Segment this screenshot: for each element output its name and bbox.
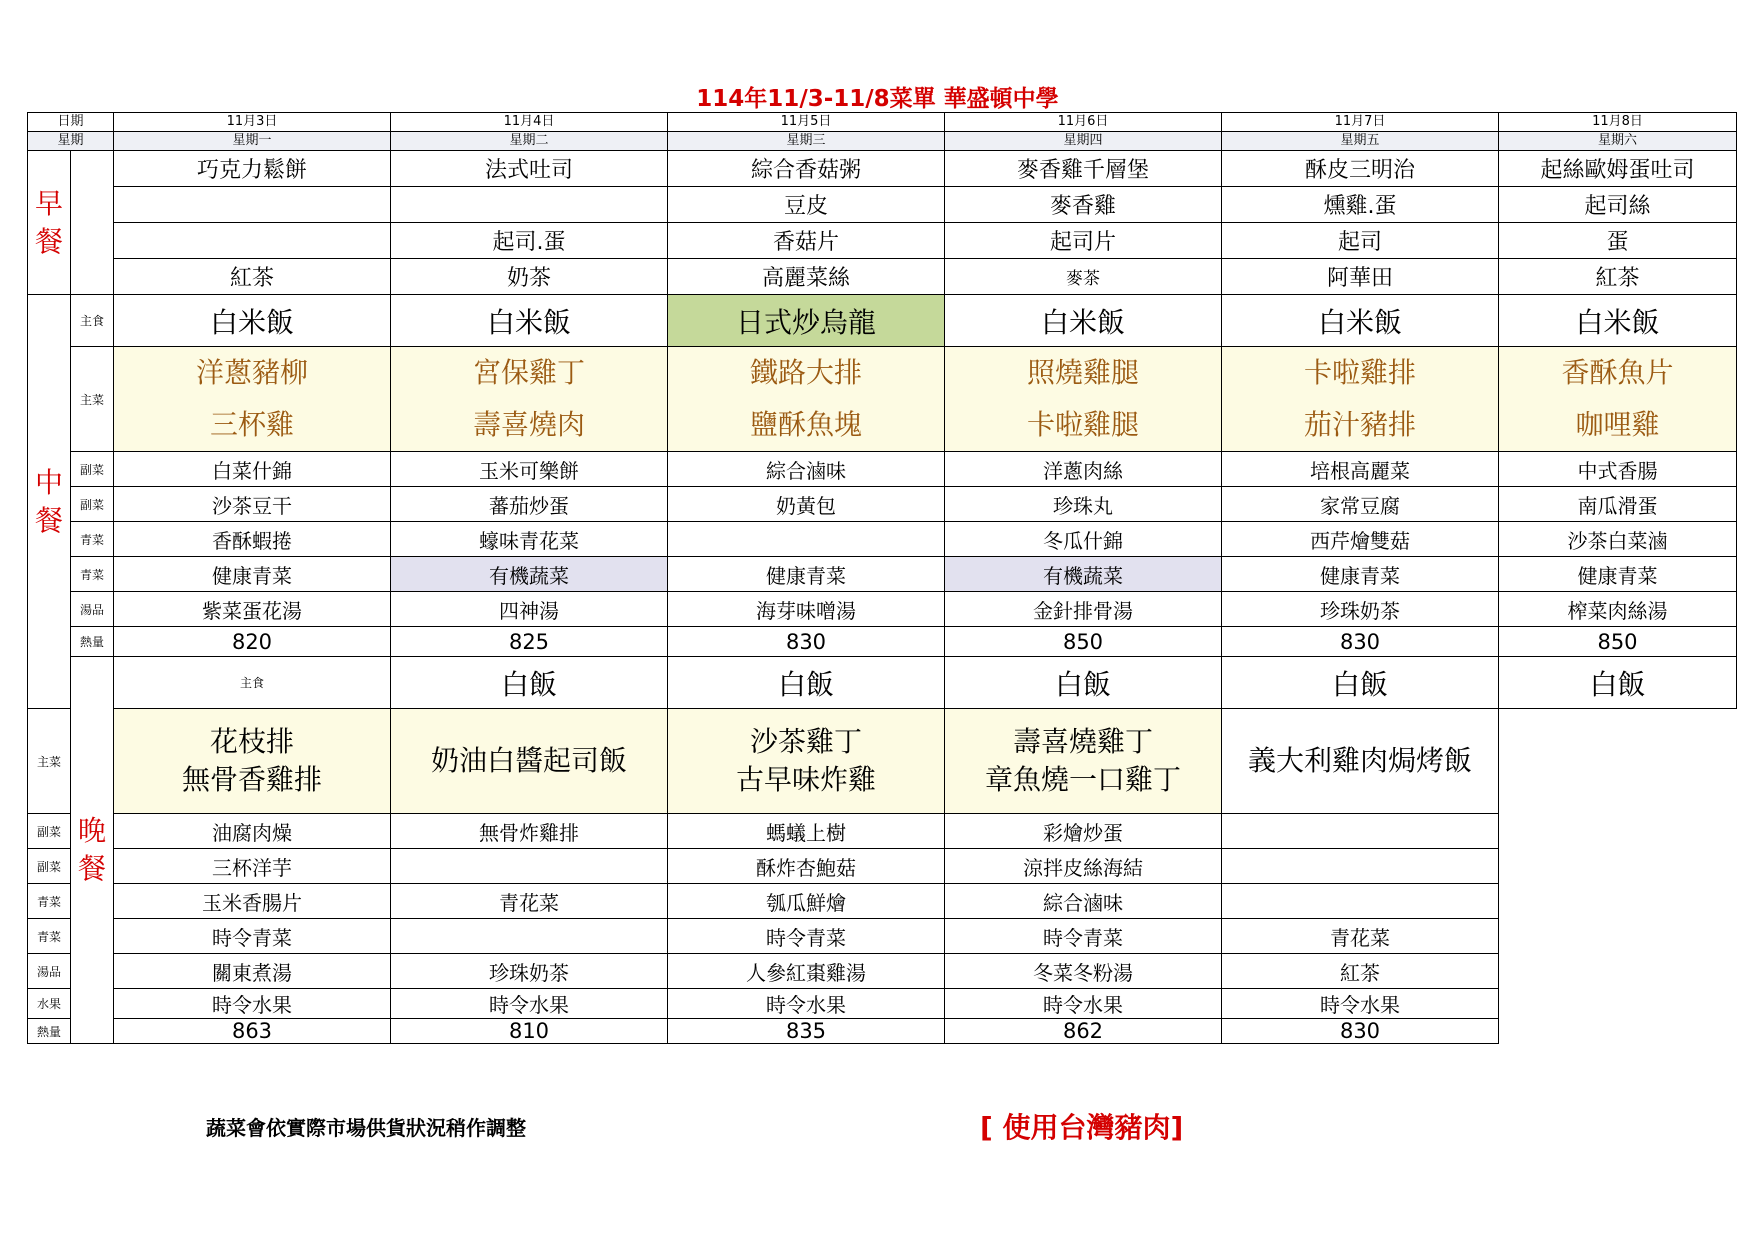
menu-cell: 紅茶 <box>1222 954 1499 989</box>
main-dish: 宮保雞丁 <box>472 356 585 389</box>
pork-notice: [ 使用台灣豬肉] <box>980 1111 1184 1144</box>
menu-cell: 蠔味青花菜 <box>391 522 668 557</box>
row-label-veg: 青菜 <box>28 919 71 954</box>
menu-cell: 時令水果 <box>114 989 391 1019</box>
menu-cell: 蛋 <box>1499 223 1737 259</box>
menu-cell: 白米飯 <box>945 295 1222 347</box>
menu-cell: 綜合香菇粥 <box>668 151 945 187</box>
row-label-calories: 熱量 <box>28 1019 71 1044</box>
main-dish: 咖哩雞 <box>1575 408 1660 441</box>
main-dish-cell <box>114 709 391 814</box>
dinner-fruit-row <box>28 989 1738 1019</box>
row-label-staple: 主食 <box>114 657 391 709</box>
menu-cell: 時令青菜 <box>945 919 1222 954</box>
row-label-side: 副菜 <box>71 452 114 487</box>
calorie-cell: 863 <box>114 1019 391 1044</box>
dinner-label: 晚 餐 <box>71 657 114 1044</box>
menu-cell: 時令青菜 <box>668 919 945 954</box>
breakfast-row <box>28 151 1738 187</box>
row-label-fruit: 水果 <box>28 989 71 1019</box>
menu-cell <box>1222 814 1499 849</box>
menu-cell: 麥香雞千層堡 <box>945 151 1222 187</box>
menu-cell: 酥炸杏鮑菇 <box>668 849 945 884</box>
date-cell: 11月8日 <box>1499 113 1737 132</box>
menu-cell: 中式香腸 <box>1499 452 1737 487</box>
calorie-cell: 825 <box>391 627 668 657</box>
calorie-cell: 850 <box>945 627 1222 657</box>
menu-cell: 高麗菜絲 <box>668 259 945 295</box>
row-label-calories: 熱量 <box>71 627 114 657</box>
calorie-cell: 830 <box>1222 627 1499 657</box>
main-dish-cell <box>945 709 1222 814</box>
weekday-cell: 星期二 <box>391 132 668 151</box>
calorie-cell: 835 <box>668 1019 945 1044</box>
weekday-row <box>28 132 1738 151</box>
menu-cell: 綜合滷味 <box>945 884 1222 919</box>
menu-cell <box>114 223 391 259</box>
menu-cell: 紅茶 <box>114 259 391 295</box>
menu-cell: 燻雞.蛋 <box>1222 187 1499 223</box>
menu-cell: 阿華田 <box>1222 259 1499 295</box>
menu-cell: 時令青菜 <box>114 919 391 954</box>
row-label-main: 主菜 <box>71 347 114 452</box>
menu-cell: 有機蔬菜 <box>391 557 668 592</box>
menu-cell: 有機蔬菜 <box>945 557 1222 592</box>
menu-cell: 沙茶白菜滷 <box>1499 522 1737 557</box>
lunch-label: 中 餐 <box>28 295 71 709</box>
row-label-soup: 湯品 <box>28 954 71 989</box>
menu-cell: 四神湯 <box>391 592 668 627</box>
menu-cell: 沙茶豆干 <box>114 487 391 522</box>
main-dish-cell <box>1222 709 1499 814</box>
main-dish: 無骨香雞排 <box>181 763 322 796</box>
menu-cell: 無骨炸雞排 <box>391 814 668 849</box>
menu-cell: 起司 <box>1222 223 1499 259</box>
main-dish-cell <box>391 347 668 452</box>
menu-cell: 榨菜肉絲湯 <box>1499 592 1737 627</box>
menu-cell: 時令水果 <box>945 989 1222 1019</box>
menu-cell: 西芹燴雙菇 <box>1222 522 1499 557</box>
menu-cell: 白飯 <box>668 657 945 709</box>
main-dish: 奶油白醬起司飯 <box>430 744 627 777</box>
menu-cell <box>391 849 668 884</box>
date-label: 日期 <box>28 113 114 132</box>
menu-cell: 麥茶 <box>945 259 1222 295</box>
menu-cell: 麥香雞 <box>945 187 1222 223</box>
menu-cell: 白米飯 <box>114 295 391 347</box>
calorie-cell: 850 <box>1499 627 1737 657</box>
menu-cell: 起司片 <box>945 223 1222 259</box>
menu-cell: 巧克力鬆餅 <box>114 151 391 187</box>
lunch-side-row <box>28 452 1738 487</box>
main-dish-cell <box>1499 347 1737 452</box>
menu-cell: 法式吐司 <box>391 151 668 187</box>
weekday-cell: 星期五 <box>1222 132 1499 151</box>
date-cell: 11月7日 <box>1222 113 1499 132</box>
menu-cell: 關東煮湯 <box>114 954 391 989</box>
lunch-staple-row <box>28 295 1738 347</box>
dinner-side-row <box>28 814 1738 849</box>
menu-cell: 蕃茄炒蛋 <box>391 487 668 522</box>
menu-cell: 青花菜 <box>1222 919 1499 954</box>
menu-cell: 紅茶 <box>1499 259 1737 295</box>
menu-cell <box>391 187 668 223</box>
breakfast-row <box>28 223 1738 259</box>
menu-cell: 油腐肉燥 <box>114 814 391 849</box>
date-cell: 11月6日 <box>945 113 1222 132</box>
main-dish: 卡啦雞腿 <box>1026 408 1139 441</box>
menu-cell: 螞蟻上樹 <box>668 814 945 849</box>
weekday-cell: 星期四 <box>945 132 1222 151</box>
weekday-cell: 星期一 <box>114 132 391 151</box>
row-label-soup: 湯品 <box>71 592 114 627</box>
menu-cell: 健康青菜 <box>114 557 391 592</box>
main-dish: 卡啦雞排 <box>1303 356 1416 389</box>
menu-cell: 玉米香腸片 <box>114 884 391 919</box>
row-label-side: 副菜 <box>28 814 71 849</box>
lunch-soup-row <box>28 592 1738 627</box>
menu-cell: 金針排骨湯 <box>945 592 1222 627</box>
calorie-cell: 810 <box>391 1019 668 1044</box>
menu-cell: 冬瓜什錦 <box>945 522 1222 557</box>
row-label-side: 副菜 <box>28 849 71 884</box>
weekday-cell: 星期六 <box>1499 132 1737 151</box>
menu-cell: 白飯 <box>1499 657 1737 709</box>
menu-cell: 起司.蛋 <box>391 223 668 259</box>
date-cell: 11月4日 <box>391 113 668 132</box>
menu-cell <box>1222 884 1499 919</box>
menu-cell: 冬菜冬粉湯 <box>945 954 1222 989</box>
menu-table <box>27 112 1737 1044</box>
menu-cell <box>668 522 945 557</box>
menu-cell: 起絲歐姆蛋吐司 <box>1499 151 1737 187</box>
row-label-veg: 青菜 <box>28 884 71 919</box>
menu-cell: 紫菜蛋花湯 <box>114 592 391 627</box>
empty-area <box>1737 657 1738 1044</box>
main-dish: 義大利雞肉焗烤飯 <box>1247 744 1472 777</box>
breakfast-row <box>28 259 1738 295</box>
menu-cell: 白飯 <box>1222 657 1499 709</box>
dinner-main-row <box>28 709 1738 814</box>
main-dish-cell <box>391 709 668 814</box>
lunch-calorie-row <box>28 627 1738 657</box>
menu-cell: 珍珠奶茶 <box>1222 592 1499 627</box>
menu-cell: 健康青菜 <box>1499 557 1737 592</box>
main-dish: 壽喜燒雞丁 <box>1012 725 1153 758</box>
main-dish: 古早味炸雞 <box>735 763 876 796</box>
menu-cell: 家常豆腐 <box>1222 487 1499 522</box>
breakfast-sublabel <box>71 151 114 295</box>
page-title: 114年11/3-11/8菜單 華盛頓中學 <box>696 86 1059 112</box>
date-row <box>28 113 1738 132</box>
row-label-main: 主菜 <box>28 709 71 814</box>
row-label-side: 副菜 <box>71 487 114 522</box>
lunch-veg-row <box>28 557 1738 592</box>
menu-cell: 時令水果 <box>1222 989 1499 1019</box>
menu-cell <box>114 187 391 223</box>
weekday-cell: 星期三 <box>668 132 945 151</box>
main-dish: 洋蔥豬柳 <box>195 356 308 389</box>
menu-cell: 奶黃包 <box>668 487 945 522</box>
menu-cell: 玉米可樂餅 <box>391 452 668 487</box>
menu-cell: 人參紅棗雞湯 <box>668 954 945 989</box>
dinner-side-row <box>28 849 1738 884</box>
menu-cell: 健康青菜 <box>668 557 945 592</box>
row-label-veg: 青菜 <box>71 557 114 592</box>
calorie-cell: 862 <box>945 1019 1222 1044</box>
main-dish: 鹽酥魚塊 <box>749 408 862 441</box>
menu-cell: 豆皮 <box>668 187 945 223</box>
main-dish: 照燒雞腿 <box>1026 356 1139 389</box>
menu-cell: 培根高麗菜 <box>1222 452 1499 487</box>
menu-cell: 瓠瓜鮮燴 <box>668 884 945 919</box>
dinner-staple-row <box>28 657 1738 709</box>
menu-cell <box>1222 849 1499 884</box>
main-dish: 壽喜燒肉 <box>472 408 585 441</box>
weekday-label: 星期 <box>28 132 114 151</box>
lunch-main-row <box>28 347 1738 452</box>
menu-cell: 彩燴炒蛋 <box>945 814 1222 849</box>
menu-cell: 時令水果 <box>391 989 668 1019</box>
menu-cell: 酥皮三明治 <box>1222 151 1499 187</box>
main-dish: 花枝排 <box>209 725 294 758</box>
menu-cell: 香菇片 <box>668 223 945 259</box>
vegetable-note: 蔬菜會依實際市場供貨狀況稍作調整 <box>206 1116 526 1140</box>
main-dish-cell <box>945 347 1222 452</box>
main-dish: 香酥魚片 <box>1561 356 1674 389</box>
menu-cell: 白米飯 <box>1222 295 1499 347</box>
menu-cell: 日式炒烏龍 <box>668 295 945 347</box>
menu-cell: 白米飯 <box>391 295 668 347</box>
menu-cell: 時令水果 <box>668 989 945 1019</box>
menu-cell: 珍珠奶茶 <box>391 954 668 989</box>
main-dish: 沙茶雞丁 <box>749 725 862 758</box>
dinner-veg-row <box>28 884 1738 919</box>
main-dish-cell <box>114 347 391 452</box>
menu-cell: 白飯 <box>945 657 1222 709</box>
main-dish: 鐵路大排 <box>749 356 862 389</box>
main-dish-cell <box>668 347 945 452</box>
calorie-cell: 830 <box>668 627 945 657</box>
calorie-cell: 820 <box>114 627 391 657</box>
menu-cell: 洋蔥肉絲 <box>945 452 1222 487</box>
main-dish: 章魚燒一口雞丁 <box>984 763 1181 796</box>
main-dish: 三杯雞 <box>209 408 294 441</box>
row-label-staple: 主食 <box>71 295 114 347</box>
calorie-cell: 830 <box>1222 1019 1499 1044</box>
breakfast-label: 早 餐 <box>28 151 71 295</box>
menu-cell <box>391 919 668 954</box>
menu-cell: 三杯洋芋 <box>114 849 391 884</box>
menu-cell: 南瓜滑蛋 <box>1499 487 1737 522</box>
main-dish-cell <box>1222 347 1499 452</box>
menu-cell: 奶茶 <box>391 259 668 295</box>
row-label-veg: 青菜 <box>71 522 114 557</box>
menu-cell: 白飯 <box>391 657 668 709</box>
menu-cell: 健康青菜 <box>1222 557 1499 592</box>
dinner-veg-row <box>28 919 1738 954</box>
menu-cell: 涼拌皮絲海結 <box>945 849 1222 884</box>
dinner-soup-row <box>28 954 1738 989</box>
menu-cell: 珍珠丸 <box>945 487 1222 522</box>
breakfast-row <box>28 187 1738 223</box>
menu-cell: 白米飯 <box>1499 295 1737 347</box>
main-dish: 茄汁豬排 <box>1303 408 1416 441</box>
lunch-side-row <box>28 487 1738 522</box>
menu-cell: 海芽味噌湯 <box>668 592 945 627</box>
menu-cell: 青花菜 <box>391 884 668 919</box>
menu-cell: 香酥蝦捲 <box>114 522 391 557</box>
date-cell: 11月3日 <box>114 113 391 132</box>
menu-cell: 白菜什錦 <box>114 452 391 487</box>
menu-cell: 起司絲 <box>1499 187 1737 223</box>
menu-cell: 綜合滷味 <box>668 452 945 487</box>
lunch-veg-row <box>28 522 1738 557</box>
date-cell: 11月5日 <box>668 113 945 132</box>
main-dish-cell <box>668 709 945 814</box>
dinner-calorie-row <box>28 1019 1738 1044</box>
